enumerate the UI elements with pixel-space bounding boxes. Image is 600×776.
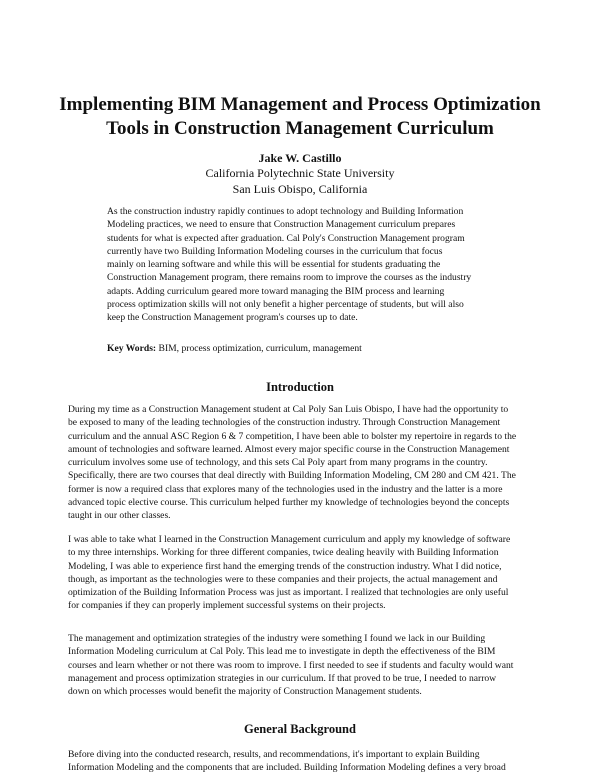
author: Jake W. Castillo [258,151,342,165]
keywords [107,342,362,355]
section-heading-general-background: General Background [244,722,356,736]
intro-paragraph-2 [68,533,510,613]
text-line: adapts. Adding curriculum geared more toward managing the BIM process and learning [107,285,445,297]
text-line: Information Modeling and the components that are included. Building Information Modeling defines a very broad [68,762,506,774]
text-line: amount of technologies and software learned. Almost every major specific course in the Construction Management [68,443,510,455]
text-line: Construction Management program, there remains room to improve the courses as the industry [107,272,472,284]
text-line: though, as important as the technologies were to these companies and their projects, the actual management and [68,573,498,585]
text-line: keep the Construction Management program's courses up to date. [107,312,358,324]
background-paragraph-1 [68,748,506,775]
section-heading-introduction: Introduction [266,380,334,394]
text-line: process optimization skills will not only benefit a higher percentage of students, but will also [107,299,464,311]
abstract [107,205,471,325]
text-line: students for what is expected after graduation. Cal Poly's Construction Management program [107,232,465,244]
keywords-label: Key Words: [107,343,157,354]
text-line: mainly on learning software and while this will be essential for students graduating the [107,259,441,271]
text-line: management and process optimization strategies in our curriculum. If that proved to be true, I needed to narrow [68,672,497,684]
text-line: for companies if they can properly implement successful systems on their projects. [68,600,386,612]
text-line: currently have two Building Information Modeling courses in the curriculum that focus [107,245,443,257]
text-line: The management and optimization strategies of the industry were something I found we lack in our Building [68,633,486,644]
text-line: taught in our other classes. [68,510,171,522]
text-line: former is now a required class that explores many of the technologies used in the industry and the latter is a more [68,483,503,495]
text-line: During my time as a Construction Management student at Cal Poly San Luis Obispo, I have had the opportunity to [68,404,509,415]
text-line: I was able to take what I learned in the Construction Management curriculum and apply my knowledge of software [68,534,511,545]
affiliation-university: California Polytechnic State University [205,166,395,180]
title-line-1: Implementing BIM Management and Process Optimization [59,94,541,115]
intro-paragraph-3 [68,632,513,698]
title-line-2: Tools in Construction Management Curriculum [106,118,494,139]
text-line: curriculum involves some use of technology, and this sets Cal Poly apart from many programs in the country. [68,457,488,469]
text-line: down on which processes would benefit the majority of Construction Management students. [68,686,422,698]
text-line: Modeling, I was able to experience first hand the emerging trends of the construction industry. What I did notice, [68,560,502,572]
text-line: As the construction industry rapidly continues to adopt technology and Building Information [107,206,464,217]
text-line: Information Modeling curriculum at Cal Poly. This lead me to investigate in depth the effectiveness of the BIM [68,646,496,658]
text-line: advanced topic elective course. This curriculum helped further my knowledge of technologies beyond the concepts [68,497,510,509]
keywords-text: BIM, process optimization, curriculum, management [156,343,362,354]
text-line: to my three internships. Working for three different companies, twice dealing heavily with Building Information [68,547,499,559]
text-line: courses and learn whether or not there was room to improve. I first needed to see if students and faculty would want [68,659,514,671]
affiliation-location: San Luis Obispo, California [232,182,368,196]
text-line: Before diving into the conducted research, results, and recommendations, it's important to explain Building [68,749,480,760]
text-line: optimization of the Building Information Process was just as important. I realized that technologies are only useful [68,587,509,599]
text-line: Specifically, there are two courses that deal directly with Building Information Modeling, CM 280 and CM 421. The [68,470,516,482]
intro-paragraph-1 [68,403,516,523]
text-line: curriculum and the annual ASC Region 6 & 7 competition, I have been able to bolster my repertoire in regards to the [68,430,517,442]
text-line: be exposed to many of the leading technologies of the construction industry. Through Construction Management [68,417,501,429]
text-line: Modeling practices, we need to ensure that Construction Management curriculum prepares [107,219,456,231]
